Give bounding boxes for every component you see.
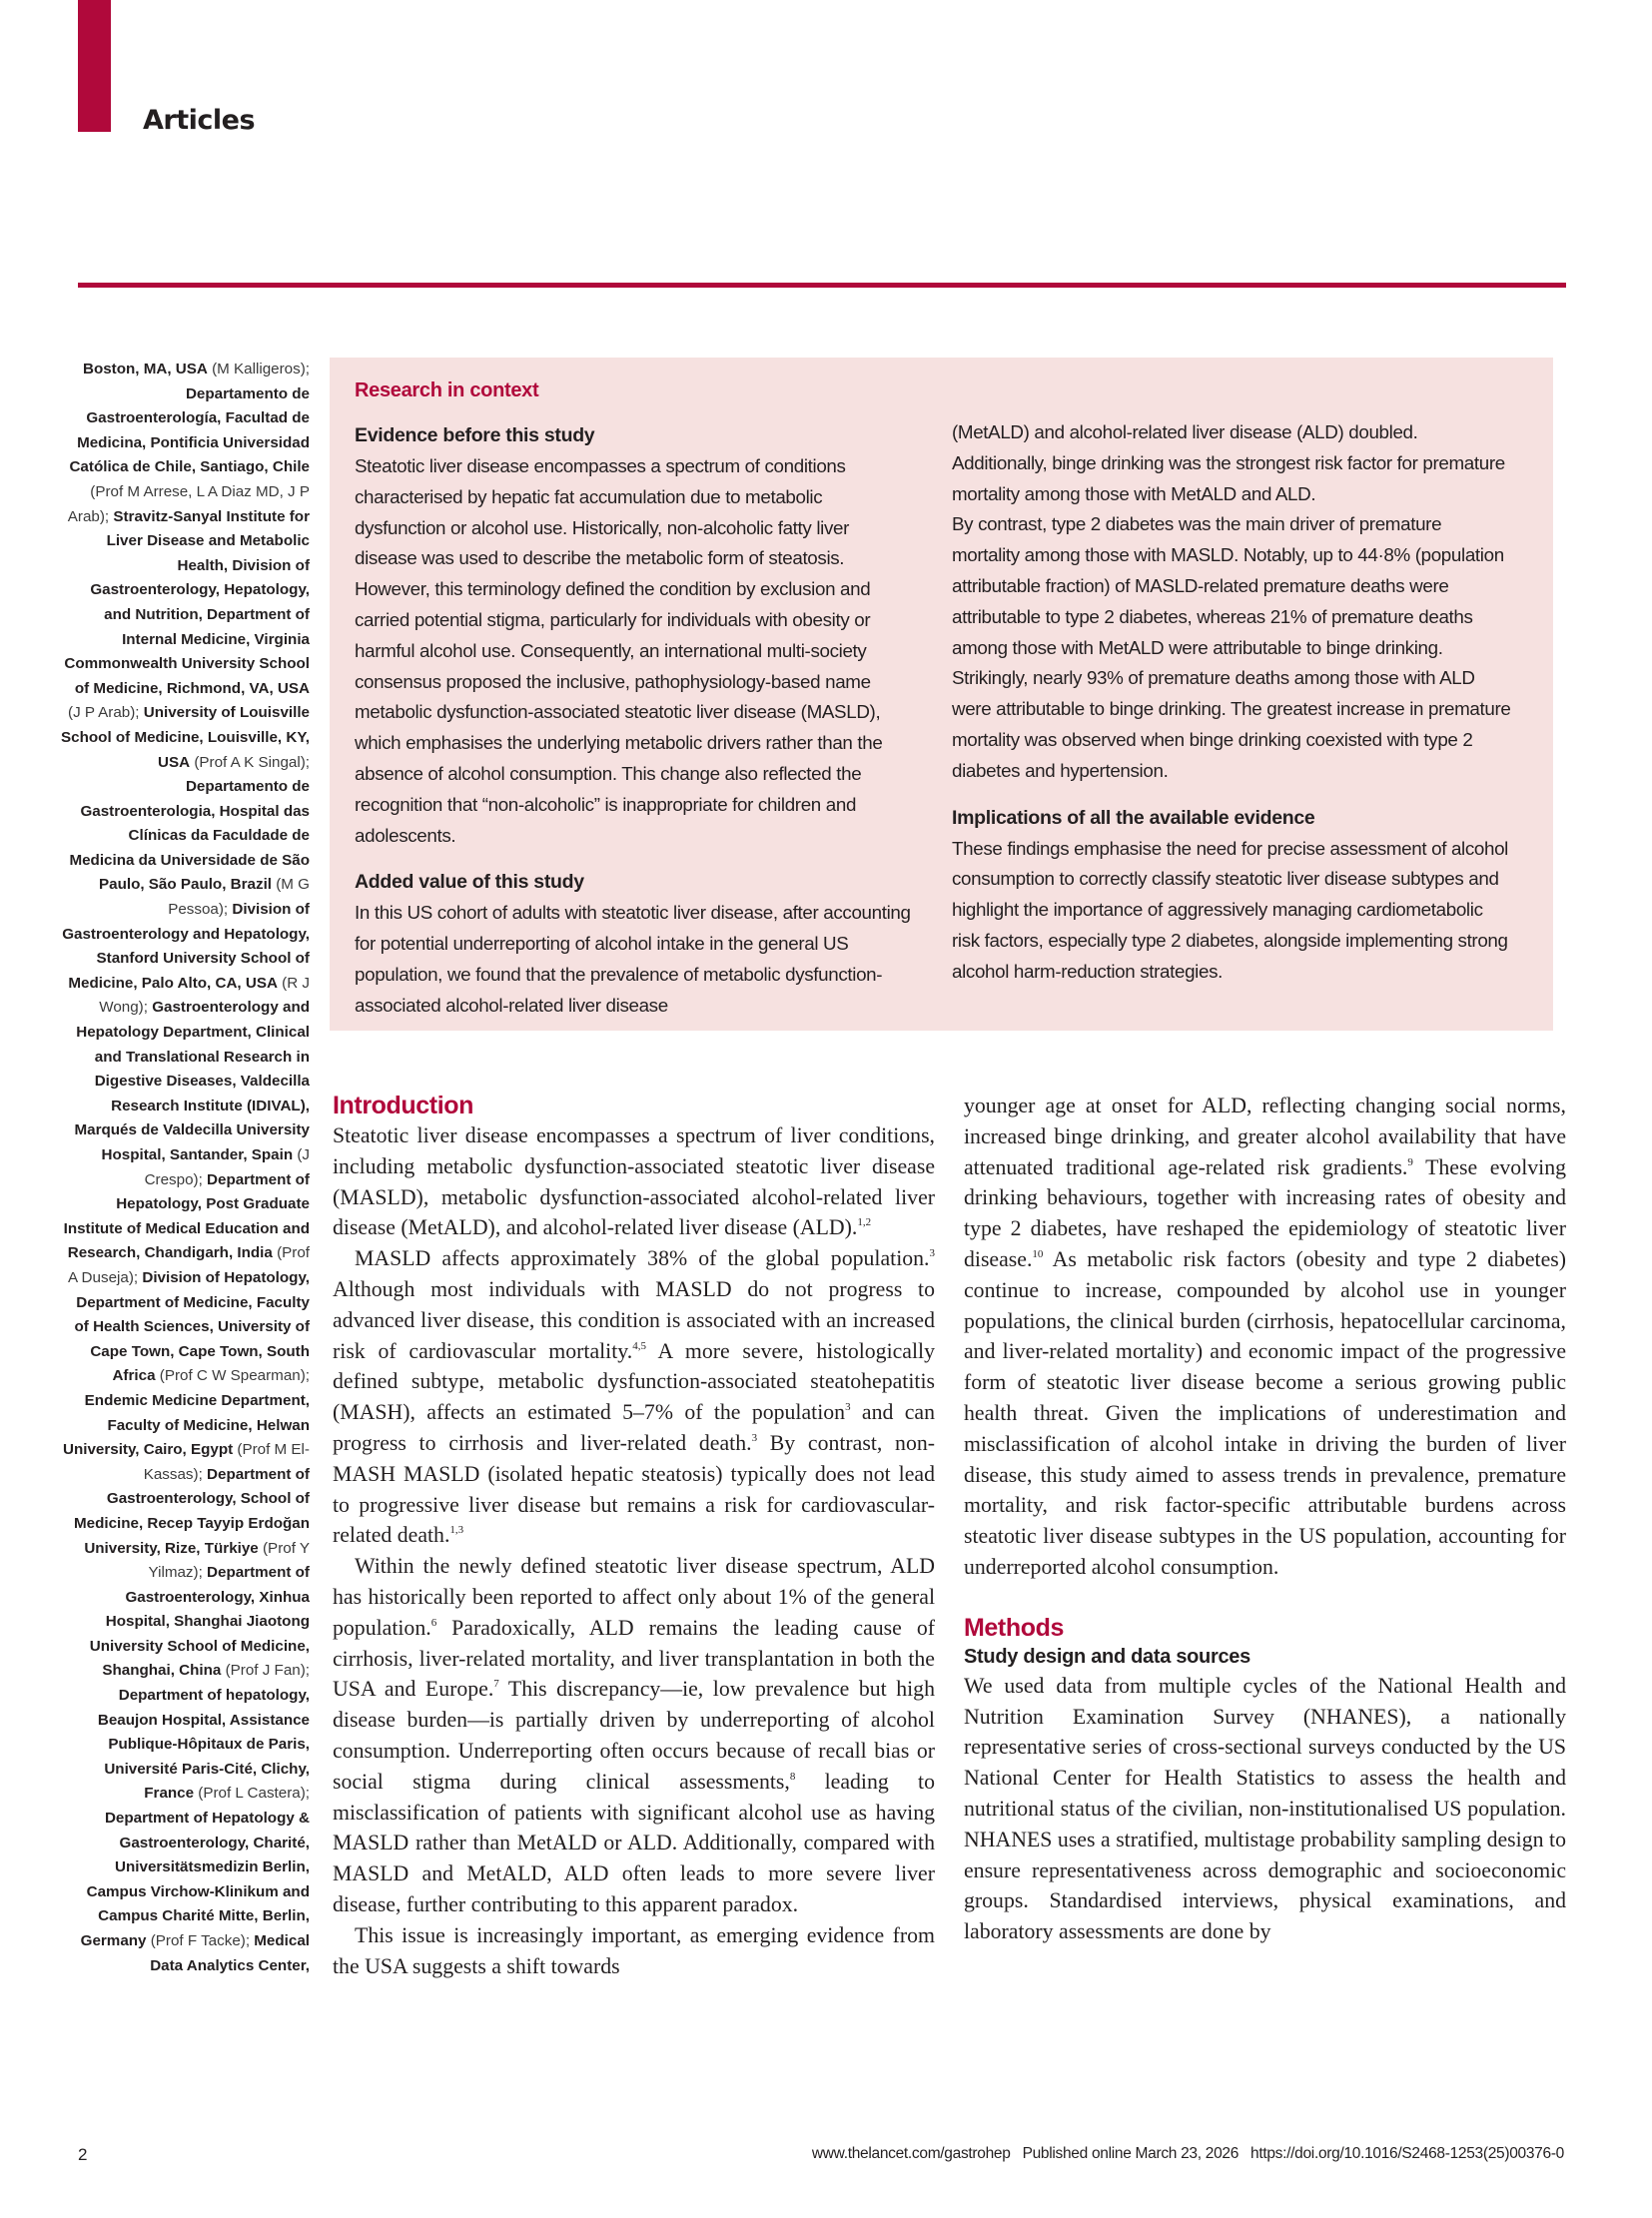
- intro-paragraph-3: Within the newly defined steatotic liver disease spectrum, ALD has historically been reported to affect only about 1% of the general population.$^6$ Paradoxically, ALD remains the leading cause of cirrhosis, liver-related mortality, and liver transplantation in both the USA and Europe.$^7$ This discrepancy—ie, low prevalence but high disease burden—is partially driven by underreporting of alcohol consumption. Underreporting often occurs because of recall bias or social stigma during clinical assessments,$^8$ leading to misclassification of patients with significant alcohol use as having MASLD rather than MetALD or ALD. Additionally, compared with MASLD and MetALD, ALD often leads to more severe liver disease, further contributing to this apparent paradox.: [333, 1554, 935, 1916]
- study-design-subheading: Study design and data sources: [964, 1645, 1250, 1668]
- affiliation-institution: Department of Gastroenterology, Xinhua Hospital, Shanghai Jiaotong University School of Medicine, Shanghai, China: [89, 1564, 310, 1680]
- citation[interactable]: 1,3: [449, 1524, 464, 1537]
- affiliation-authors: (Prof L Castera);: [198, 1785, 310, 1803]
- implications-text: These findings emphasise the need for precise assessment of alcohol consumption to correctly classify steatotic liver disease subtypes and highlight the importance of aggressively managing cardiometabolic risk factors, especially type 2 diabetes, alongside implementing strong alcohol harm-reduction strategies.: [952, 837, 1509, 982]
- affiliation-authors: (Prof Y Yilmaz);: [148, 1539, 310, 1582]
- affiliation-institution: Department of hepatology, Beaujon Hospital, Assistance Publique-Hôpitaux de Paris, Université Paris-Cité, Clichy, France: [97, 1687, 310, 1803]
- affiliation-institution: Department of Hepatology, Post Graduate Institute of Medical Education and Research, Chandigarh, India: [63, 1170, 310, 1262]
- journal-url-link[interactable]: www.thelancet.com/gastrohep: [811, 2145, 1011, 2162]
- page-number: 2: [78, 2145, 88, 2164]
- section-label: Articles: [143, 105, 256, 136]
- footer-info: [800, 2145, 1564, 2163]
- body-right-column: [964, 1091, 1566, 1947]
- evidence-before-heading: Evidence before this study: [355, 424, 595, 446]
- affiliation-authors: (R J Wong);: [99, 974, 310, 1017]
- affiliation-authors: (Prof A K Singal);: [194, 753, 310, 771]
- header-rule: [78, 283, 1566, 288]
- body-left-column: [333, 1091, 935, 1981]
- research-in-context-box: [330, 358, 1553, 1031]
- ric-left-column: [355, 420, 914, 1038]
- doi-link[interactable]: https://doi.org/10.1016/S2468-1253(25)00376-0: [1250, 2145, 1564, 2162]
- citation[interactable]: 3: [929, 1247, 935, 1260]
- citation[interactable]: 7: [493, 1678, 499, 1691]
- implications-heading: Implications of all the available evidence: [952, 806, 1315, 829]
- affiliation-authors: (Prof A Duseja);: [68, 1244, 310, 1286]
- affiliation-authors: (J P Arab);: [68, 704, 140, 722]
- methods-heading: Methods: [964, 1613, 1064, 1642]
- ric-right-column: [952, 420, 1511, 1038]
- affiliation-institution: Stravitz-Sanyal Institute for Liver Disease and Metabolic Health, Division of Gastroenterology, Hepatology, and Nutrition, Department of Internal Medicine, Virginia Commonwealth University School of Medicine, Richmond, VA, USA: [64, 507, 310, 697]
- affiliation-institution: Department of Hepatology & Gastroenterology, Charité, Universitätsmedizin Berlin, Campus Virchow-Klinikum and Campus Charité Mitte, Berlin, Germany: [80, 1810, 310, 1949]
- intro-paragraph-4-start: This issue is increasingly important, as emerging evidence from the USA suggests a shift towards: [333, 1922, 935, 1978]
- citation[interactable]: 10: [1032, 1247, 1044, 1260]
- methods-paragraph-1: We used data from multiple cycles of the National Health and Nutrition Examination Survey (NHANES), a nationally representative series of cross-sectional surveys conducted by the US National Center for Health Statistics to assess the health and nutritional status of the civilian, non-institutionalised US population. NHANES uses a stratified, multistage probability sampling design to ensure representativeness across demographic and socioeconomic groups. Standardised interviews, physical examinations, and laboratory assessments are done by: [964, 1673, 1566, 1944]
- affiliation-institution: Departamento de Gastroenterologia, Hospital das Clínicas da Faculdade de Medicina da Universidade de São Paulo, São Paulo, Brazil: [69, 778, 310, 894]
- affiliation-institution: Division of Gastroenterology and Hepatology, Stanford University School of Medicine, Palo Alto, CA, USA: [62, 901, 310, 992]
- citation[interactable]: 4,5: [632, 1339, 646, 1352]
- added-value-text-continued: (MetALD) and alcohol-related liver disease (ALD) doubled. Additionally, binge drinking was the strongest risk factor for premature mortality among those with MetALD and ALD.: [952, 421, 1505, 504]
- intro-paragraph-1: Steatotic liver disease encompasses a spectrum of liver conditions, including metabolic dysfunction-associated steatotic liver disease (MASLD), metabolic dysfunction-associated alcohol-related liver disease (MetALD), and alcohol-related liver disease (ALD).$^{1,2}$: [333, 1123, 935, 1240]
- citation[interactable]: 8: [789, 1770, 796, 1783]
- affiliation-institution: Departamento de Gastroenterología, Facultad de Medicina, Pontificia Universidad Católica de Chile, Santiago, Chile: [69, 384, 310, 476]
- citation[interactable]: 9: [1407, 1155, 1413, 1168]
- citation[interactable]: 6: [430, 1616, 437, 1629]
- affiliation-authors: (M Kalligeros);: [212, 361, 310, 377]
- added-value-text: In this US cohort of adults with steatotic liver disease, after accounting for potential underreporting of alcohol intake in the general US population, we found that the prevalence of metabolic dysfunction-associated alcohol-related liver disease: [355, 902, 911, 1016]
- affiliation-institution: Division of Hepatology, Department of Medicine, Faculty of Health Sciences, University of Cape Town, Cape Town, South Africa: [74, 1268, 310, 1385]
- affiliation-institution: Department of Gastroenterology, School of Medicine, Recep Tayyip Erdoğan University, Rize, Türkiye: [73, 1465, 310, 1557]
- citation[interactable]: 1,2: [857, 1216, 872, 1229]
- citation[interactable]: 3: [845, 1401, 851, 1414]
- affiliation-institution: Boston, MA, USA: [82, 361, 208, 377]
- affiliation-institution: Medical Data Analytics Center,: [150, 1932, 310, 1974]
- affiliation-authors: (Prof M Arrese, L A Diaz MD, J P Arab);: [67, 482, 310, 525]
- intro-paragraph-2: MASLD affects approximately 38% of the global population.$^3$ Although most individuals with MASLD do not progress to advanced liver disease, this condition is associated with an increased risk of cardiovascular mortality.$^{4,5}$ A more severe, histologically defined subtype, metabolic dysfunction-associated steatohepatitis (MASH), affects an estimated 5–7% of the population$^3$ and can progress to cirrhosis and liver-related death.$^3$ By contrast, non-MASH MASLD (isolated hepatic steatosis) typically does not lead to progressive liver disease but remains a risk for cardiovascular-related death.$^{1,3}$: [333, 1246, 935, 1548]
- citation[interactable]: 3: [751, 1431, 758, 1444]
- added-value-text-continued-2: By contrast, type 2 diabetes was the main driver of premature mortality among those with MASLD. Notably, up to 44·8% (population attributable fraction) of MASLD-related premature deaths were attributable to type 2 diabetes, whereas 21% of premature deaths among those with MetALD were attributable to binge drinking. Strikingly, nearly 93% of premature deaths among those with ALD were attributable to binge drinking. The greatest increase in premature mortality was observed when binge drinking coexisted with type 2 diabetes and hypertension.: [952, 513, 1511, 781]
- added-value-heading: Added value of this study: [355, 871, 584, 894]
- intro-paragraph-4-continued: younger age at onset for ALD, reflecting changing social norms, increased binge drinking, and greater alcohol availability that have attenuated traditional age-related risk gradients.$^9$ These evolving drinking behaviours, together with increasing rates of obesity and type 2 diabetes, have reshaped the epidemiology of steatotic liver disease.$^{10}$ As metabolic risk factors (obesity and type 2 diabetes) continue to increase, compounded by alcohol use in younger populations, the clinical burden (cirrhosis, hepatocellular carcinoma, and liver-related mortality) and economic impact of the progressive form of steatotic liver disease become a serious growing public health threat. Given the implications of underestimation and misclassification of alcohol intake in driving the burden of liver disease, this study aimed to assess trends in prevalence, premature mortality, and risk factor-specific attributable burdens across steatotic liver disease subtypes in the US population, accounting for underreported alcohol consumption.: [964, 1094, 1566, 1579]
- affiliation-authors: (M G Pessoa);: [168, 876, 310, 919]
- affiliation-institution: Endemic Medicine Department, Faculty of Medicine, Helwan University, Cairo, Egypt: [62, 1391, 310, 1459]
- evidence-before-text: Steatotic liver disease encompasses a spectrum of conditions characterised by hepatic fat accumulation due to metabolic dysfunction or alcohol use. Historically, non-alcoholic fatty liver disease was used to describe the metabolic form of steatosis. However, this terminology defined the condition by exclusion and carried potential stigma, particularly for individuals with obesity or harmful alcohol use. Consequently, an international multi-society consensus proposed the inclusive, pathophysiology-based name metabolic dysfunction-associated steatotic liver disease (MASLD), which emphasises the underlying metabolic drivers rather than the absence of alcohol consumption. This change also reflected the recognition that “non-alcoholic” is inappropriate for children and adolescents.: [355, 455, 883, 846]
- affiliation-authors: (Prof C W Spearman);: [159, 1367, 310, 1385]
- published-date: Published online March 23, 2026: [1022, 2145, 1239, 2162]
- affiliation-authors: (J Crespo);: [144, 1146, 310, 1188]
- affiliation-institution: Gastroenterology and Hepatology Department, Clinical and Translational Research in Digestive Diseases, Valdecilla Research Institute (IDIVAL), Marqués de Valdecilla University Hospital, Santander, Spain: [74, 999, 310, 1163]
- affiliation-authors: (Prof J Fan);: [225, 1662, 310, 1680]
- affiliation-institution: University of Louisville School of Medicine, Louisville, KY, USA: [61, 704, 310, 771]
- affiliations-sidebar: [60, 358, 310, 1978]
- research-in-context-title: Research in context: [355, 379, 539, 401]
- introduction-heading: Introduction: [333, 1092, 474, 1119]
- journal-accent-bar: [78, 0, 111, 132]
- affiliation-authors: (Prof F Tacke);: [150, 1932, 251, 1949]
- affiliation-authors: (Prof M El-Kassas);: [143, 1441, 310, 1483]
